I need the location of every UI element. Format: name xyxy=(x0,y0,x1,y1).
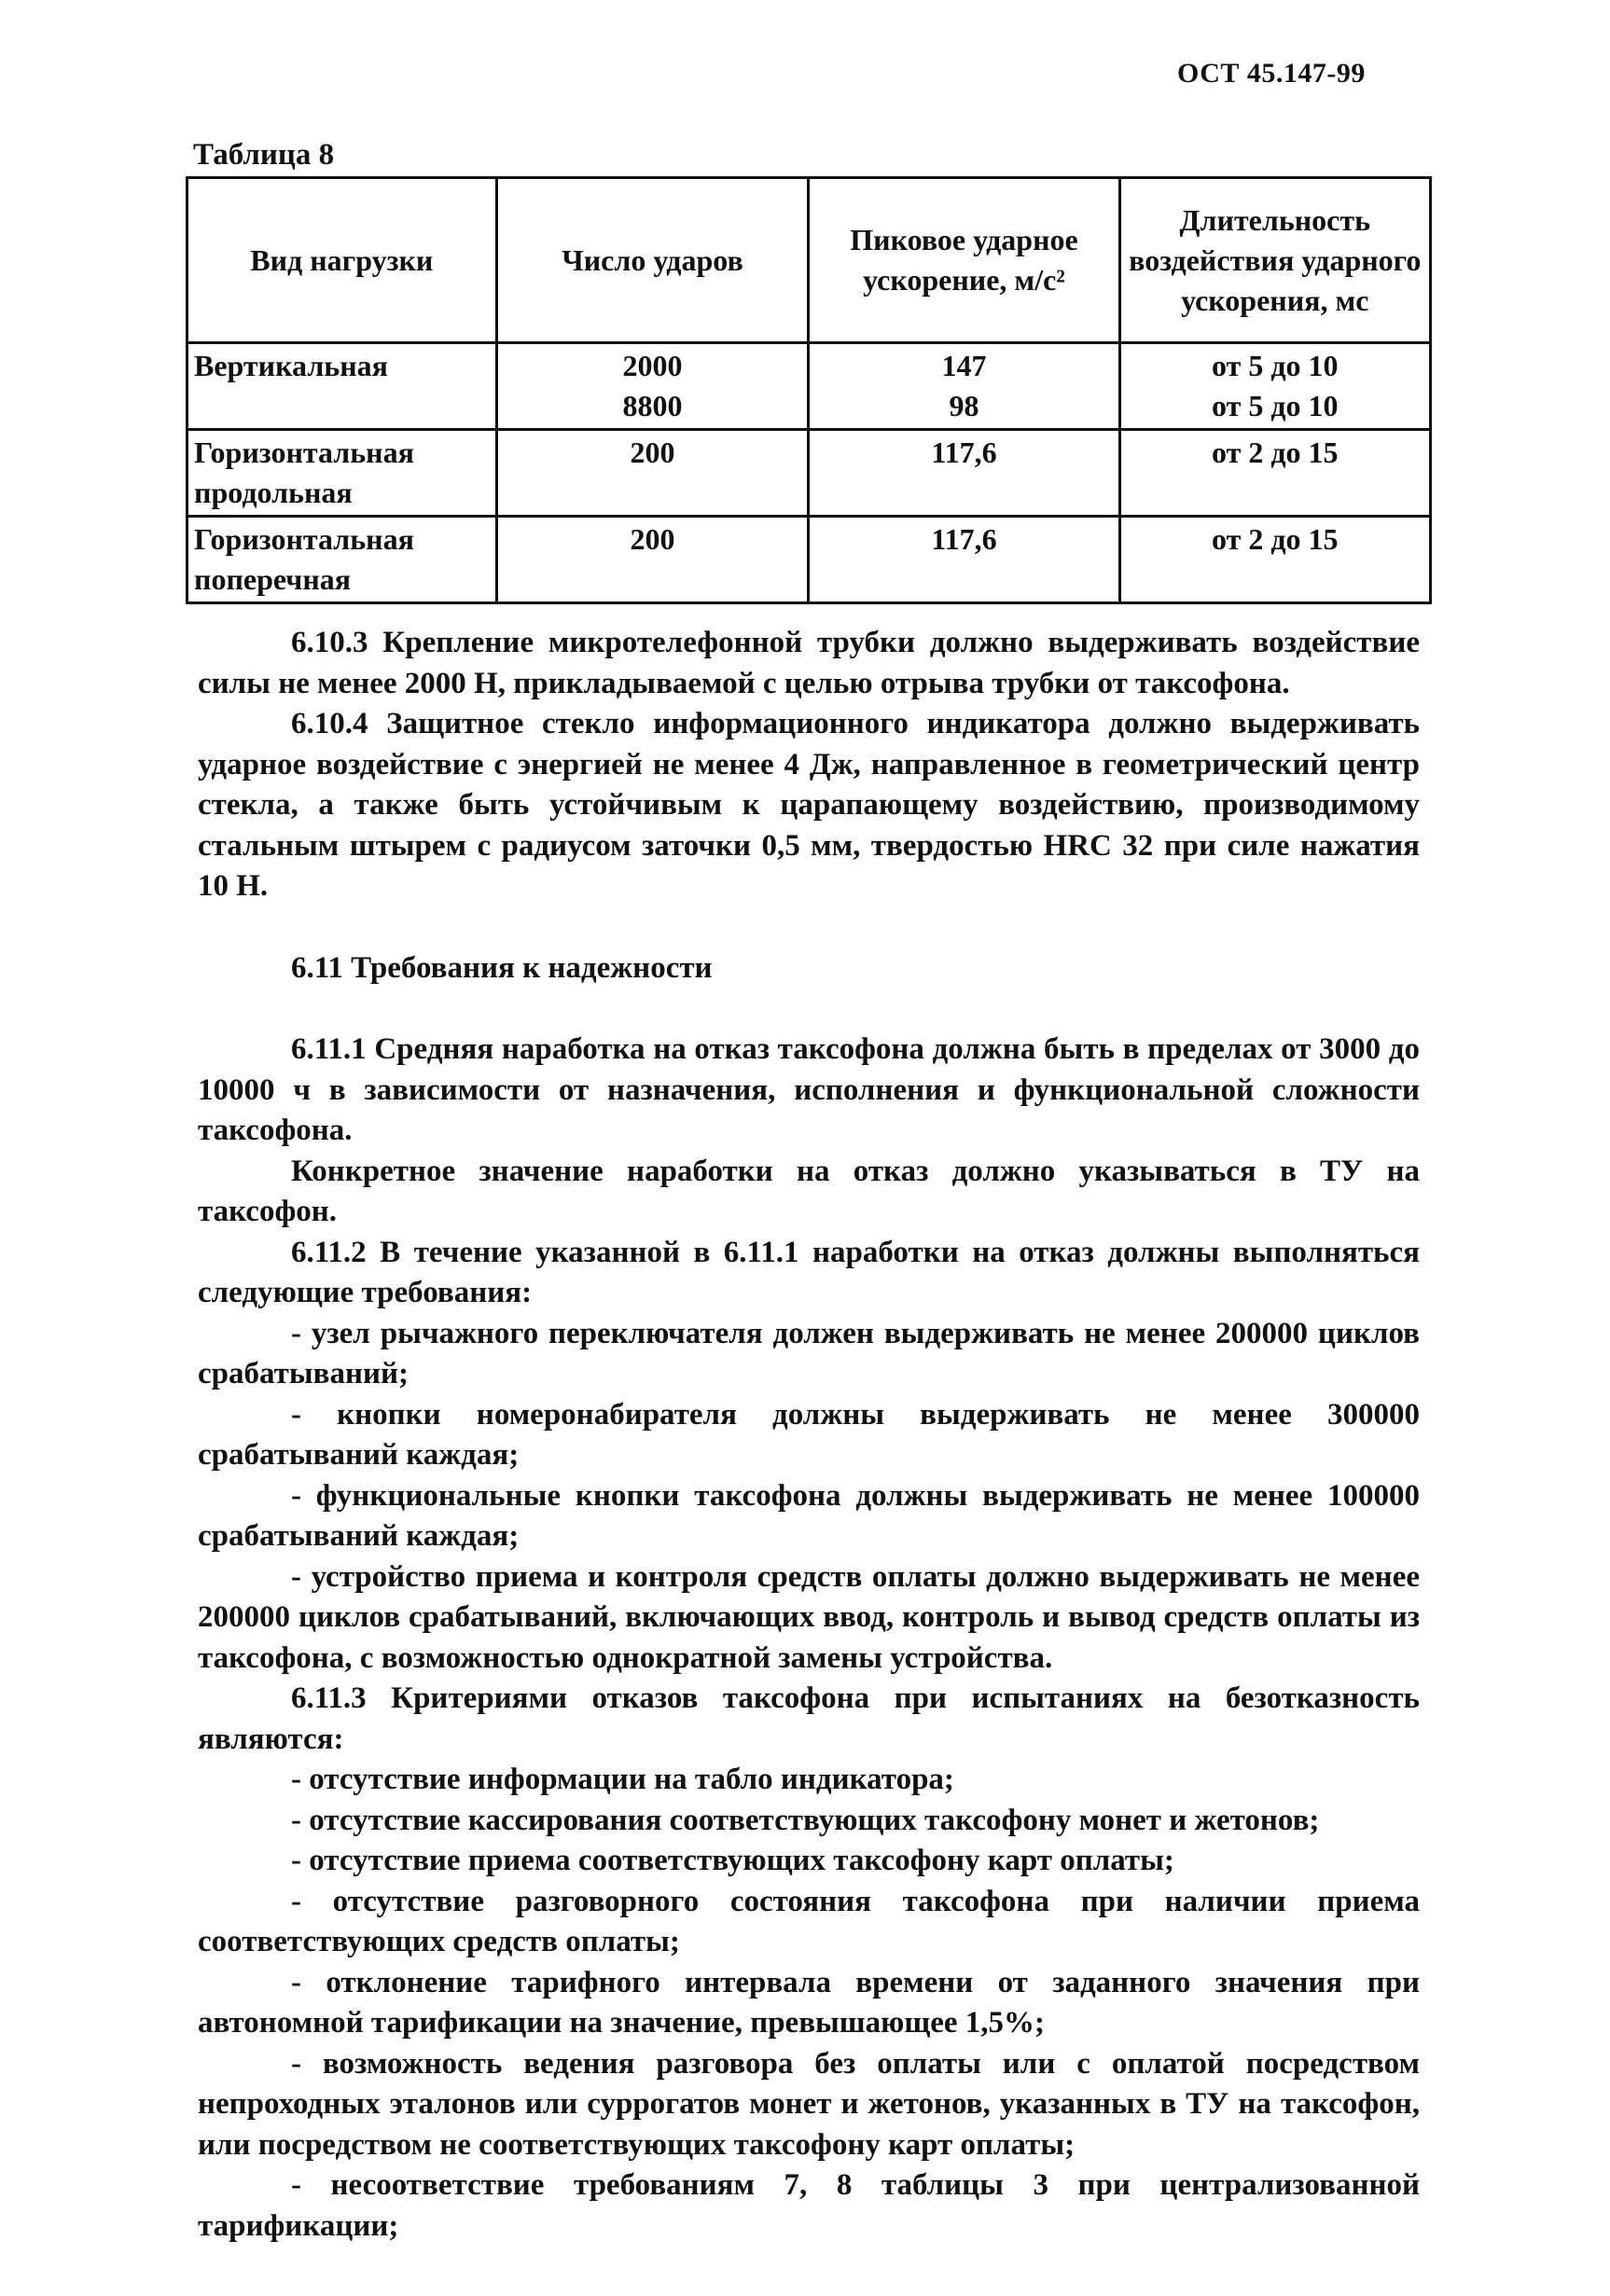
list-item: - отсутствие разговорного состояния таксофона при наличии приема соответствующих средств оплаты; xyxy=(198,1884,1420,1958)
cell-impact-count: 200 xyxy=(496,517,809,603)
cell-impact-count xyxy=(496,343,809,430)
cell-value: 147 xyxy=(941,349,987,382)
list-item: - несоответствие требованиям 7, 8 таблицы 3 при централизованной тарификации; xyxy=(198,2168,1420,2243)
impact-load-table xyxy=(186,176,1432,604)
list-item: - узел рычажного переключателя должен выдерживать не менее 200000 циклов срабатываний; xyxy=(198,1316,1420,1390)
paragraph-6-11-2: 6.11.2 В течение указанной в 6.11.1 наработки на отказ должны выполняться следующие требования: xyxy=(198,1235,1420,1309)
table-row xyxy=(187,430,1431,517)
cell-value: 2000 xyxy=(622,349,683,382)
document-body xyxy=(198,623,1420,2247)
document-code: ОСТ 45.147-99 xyxy=(1177,58,1366,89)
cell-peak-acceleration: 117,6 xyxy=(809,517,1119,603)
paragraph-6-11-3: 6.11.3 Критериями отказов таксофона при испытаниях на безотказность являются: xyxy=(198,1681,1420,1756)
cell-value: от 5 до 10 xyxy=(1212,389,1339,422)
list-item: - отсутствие кассирования соответствующих таксофону монет и жетонов; xyxy=(291,1803,1320,1837)
cell-duration: от 2 до 15 xyxy=(1119,430,1430,517)
cell-value: от 5 до 10 xyxy=(1212,349,1339,382)
cell-peak-acceleration: 117,6 xyxy=(809,430,1119,517)
header-load-type: Вид нагрузки xyxy=(187,178,497,343)
list-item: - возможность ведения разговора без оплаты или с оплатой посредством непроходных эталонов или суррогатов монет и жетонов, указанных в ТУ на таксофон, или посредством не соответствующих таксофону карт оплаты; xyxy=(198,2046,1420,2162)
table-caption: Таблица 8 xyxy=(193,138,335,172)
paragraph-6-10-4: 6.10.4 Защитное стекло информационного индикатора должно выдерживать ударное воздействие с энергией не менее 4 Дж, направленное в геометрический центр стекла, а также быть устойчивым к царапающему воздействию, производимому стальным штырем с радиусом заточки 0,5 мм, твердостью HRC 32 при силе нажатия 10 Н. xyxy=(198,707,1420,903)
header-impact-count: Число ударов xyxy=(496,178,809,343)
paragraph-concrete-value: Конкретное значение наработки на отказ должно указываться в ТУ на таксофон. xyxy=(198,1154,1420,1228)
list-item: - кнопки номеронабирателя должны выдерживать не менее 300000 срабатываний каждая; xyxy=(198,1397,1420,1472)
section-heading-6-11: 6.11 Требования к надежности xyxy=(291,950,713,985)
paragraph-6-11-1: 6.11.1 Средняя наработка на отказ таксофона должна быть в пределах от 3000 до 10000 ч в зависимости от назначения, исполнения и функциональной сложности таксофона. xyxy=(198,1032,1420,1147)
cell-load-type: Вертикальная xyxy=(187,343,497,430)
header-peak-acceleration: Пиковое ударное ускорение, м/с² xyxy=(809,178,1119,343)
list-item: - функциональные кнопки таксофона должны выдерживать не менее 100000 срабатываний каждая; xyxy=(198,1478,1420,1553)
cell-value: 8800 xyxy=(622,389,683,422)
table-row xyxy=(187,517,1431,603)
table-row xyxy=(187,343,1431,430)
list-item: - устройство приема и контроля средств оплаты должно выдерживать не менее 200000 циклов срабатываний, включающих ввод, контроль и вывод средств оплаты из таксофона, с возможностью однократной замены устройства. xyxy=(198,1559,1420,1675)
cell-value: 98 xyxy=(949,389,979,422)
cell-impact-count: 200 xyxy=(496,430,809,517)
cell-load-type: Горизонтальная поперечная xyxy=(187,517,497,603)
cell-duration xyxy=(1119,343,1430,430)
cell-duration: от 2 до 15 xyxy=(1119,517,1430,603)
list-item: - отсутствие информации на табло индикатора; xyxy=(291,1763,954,1796)
table-header-row xyxy=(187,178,1431,343)
list-item: - отсутствие приема соответствующих таксофону карт оплаты; xyxy=(291,1844,1174,1877)
paragraph-6-10-3: 6.10.3 Крепление микротелефонной трубки должно выдерживать воздействие силы не менее 2000 Н, прикладываемой с целью отрыва трубки от таксофона. xyxy=(198,626,1420,700)
cell-peak-acceleration xyxy=(809,343,1119,430)
list-item: - отклонение тарифного интервала времени от заданного значения при автономной тарификации на значение, превышающее 1,5%; xyxy=(198,1965,1420,2040)
header-duration: Длительность воздействия ударного ускорения, мс xyxy=(1119,178,1430,343)
cell-load-type: Горизонтальная продольная xyxy=(187,430,497,517)
